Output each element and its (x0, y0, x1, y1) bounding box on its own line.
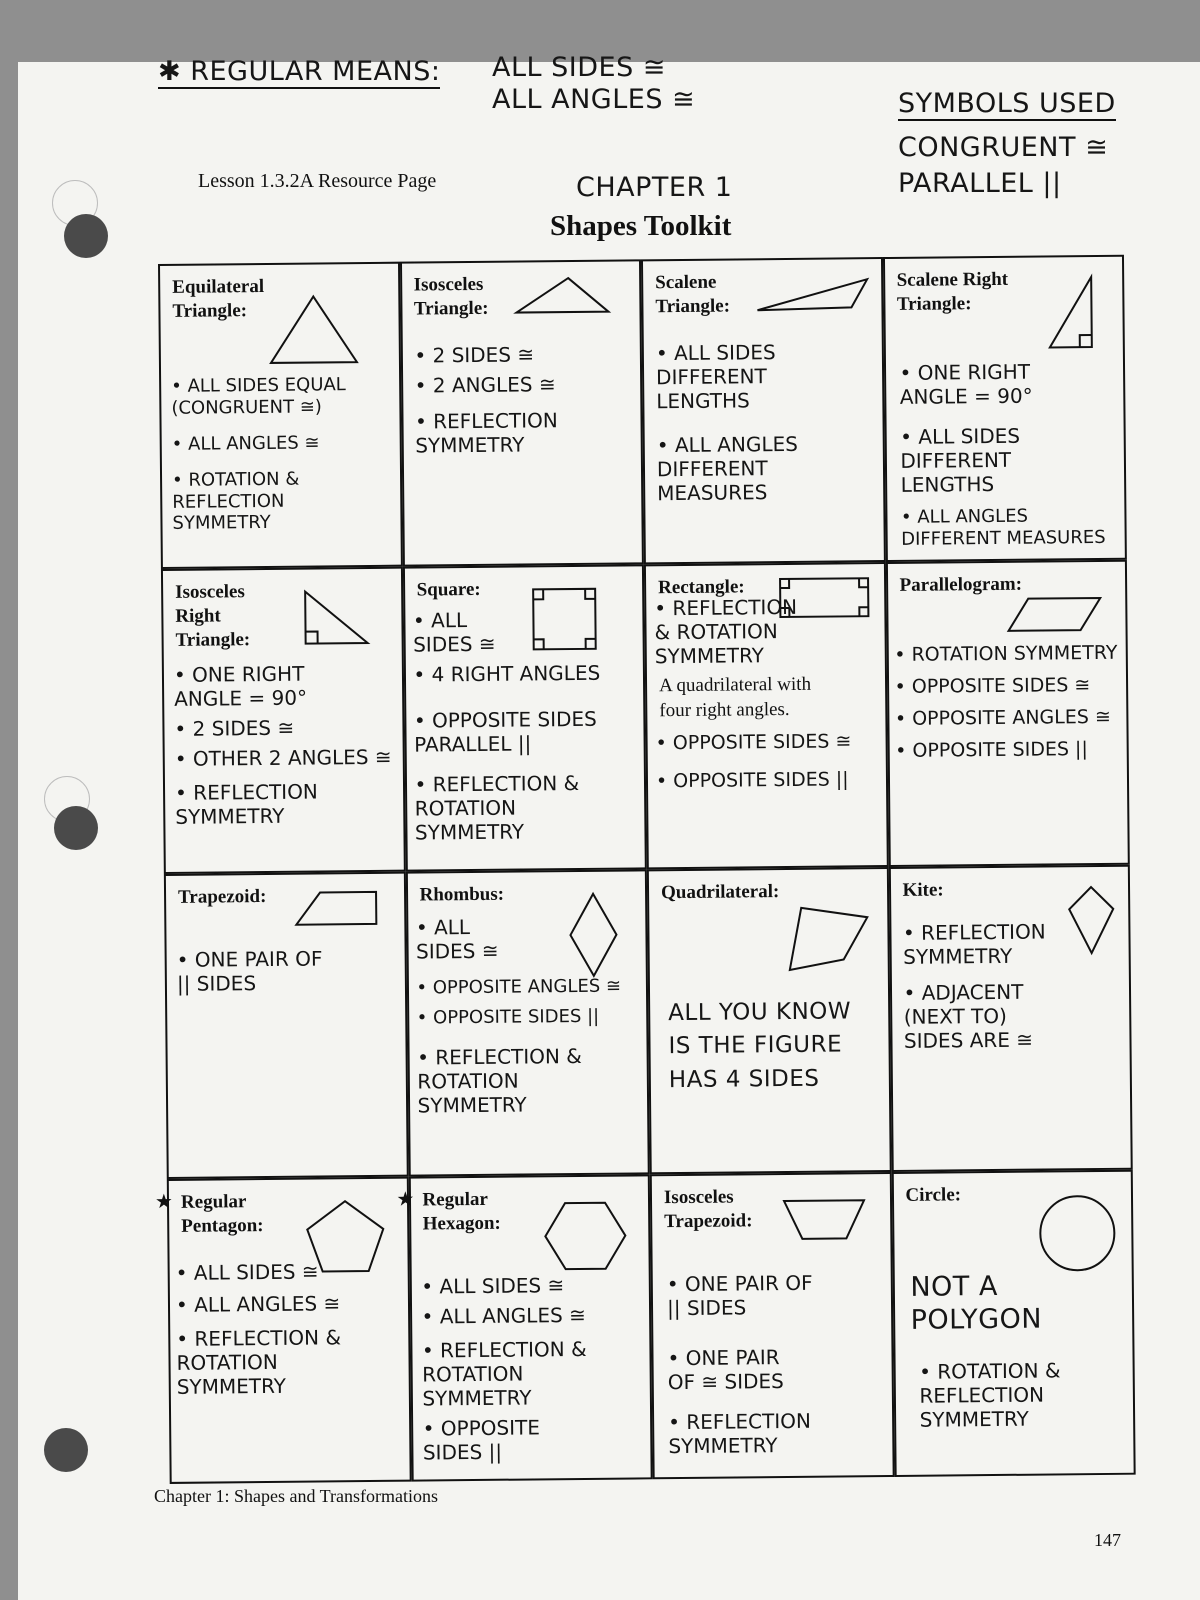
cell-rhombus (405, 869, 649, 1176)
note: • OPPOSITE SIDES || (895, 738, 1088, 763)
cell-title: Equilateral Triangle: (172, 275, 265, 322)
cell-title: Rectangle: (658, 576, 745, 599)
cell-trapezoid (164, 872, 408, 1179)
cell-isosceles-trapezoid (650, 1172, 894, 1479)
page-title: Shapes Toolkit (550, 210, 732, 242)
cell-title: Isosceles Trapezoid: (663, 1186, 753, 1232)
note: • OPPOSITE SIDES || (423, 1415, 541, 1464)
note: • OTHER 2 ANGLES ≅ (175, 745, 392, 771)
note: • ONE RIGHT ANGLE = 90° (899, 360, 1032, 409)
cell-title: Circle: (905, 1184, 962, 1206)
note: • ALL SIDES ≅ (413, 608, 496, 657)
binder-hole (44, 1428, 88, 1472)
square-icon (531, 587, 598, 652)
regular-note-sides: ALL SIDES ≅ (492, 52, 666, 83)
circle-icon (1037, 1194, 1116, 1273)
note: • OPPOSITE SIDES ≅ (656, 730, 852, 755)
note: • OPPOSITE SIDES || (656, 768, 849, 793)
cell-title: Trapezoid: (177, 885, 267, 908)
rectangle-definition: A quadrilateral with four right angles. (658, 673, 812, 721)
note: • ROTATION & REFLECTION SYMMETRY (919, 1358, 1061, 1431)
note: • ROTATION SYMMETRY (894, 642, 1117, 667)
cell-quadrilateral (647, 867, 891, 1174)
note: • ONE PAIR OF || SIDES (667, 1271, 813, 1320)
binder-hole (54, 806, 98, 850)
cell-title: Kite: (902, 879, 944, 901)
cell-scalene-right-triangle (882, 255, 1126, 562)
symbols-title: SYMBOLS USED (898, 88, 1116, 119)
isosceles-triangle-icon (514, 276, 610, 317)
cell-regular-pentagon (154, 1177, 411, 1484)
note: • ALL ANGLES ≅ (176, 1291, 340, 1317)
note: • ALL ANGLES ≅ (422, 1303, 586, 1329)
note: • ONE PAIR OF || SIDES (177, 946, 323, 995)
trapezoid-icon (294, 890, 378, 927)
note: • ALL SIDES DIFFERENT LENGTHS (900, 424, 1020, 497)
note: • 2 ANGLES ≅ (415, 372, 556, 397)
cell-parallelogram (885, 560, 1129, 867)
note: • ALL SIDES ≅ (176, 1260, 319, 1285)
note: • REFLECTION & ROTATION SYMMETRY (176, 1325, 341, 1399)
note: • OPPOSITE SIDES || (417, 1006, 600, 1029)
note: • ADJACENT (NEXT TO) SIDES ARE ≅ (903, 980, 1033, 1053)
note: • ALL SIDES EQUAL (CONGRUENT ≅) (171, 374, 346, 419)
hexagon-icon (543, 1201, 628, 1272)
note: • REFLECTION & ROTATION SYMMETRY (422, 1337, 587, 1411)
cell-title: Rhombus: (419, 883, 505, 906)
kite-icon (1067, 885, 1118, 955)
cell-scalene-triangle (641, 257, 885, 564)
note: • ALL ANGLES DIFFERENT MEASURES (901, 505, 1106, 550)
page-number: 147 (1094, 1530, 1121, 1550)
scalene-right-triangle-icon (1045, 275, 1096, 349)
cell-title: Regular Pentagon: (180, 1191, 264, 1237)
star-icon: ★ (396, 1188, 415, 1211)
cell-title: Quadrilateral: (660, 881, 780, 904)
note: • OPPOSITE ANGLES ≅ (416, 976, 621, 1000)
cell-title: Square: (416, 578, 481, 601)
note: • 2 SIDES ≅ (174, 716, 294, 741)
cell-title: Isosceles Right Triangle: (175, 581, 251, 651)
isosceles-right-triangle-icon (303, 589, 370, 646)
note: • REFLECTION & ROTATION SYMMETRY (654, 595, 797, 668)
shapes-toolkit-grid (154, 255, 1136, 1484)
note: • ALL SIDES DIFFERENT LENGTHS (656, 340, 776, 413)
note: • REFLECTION & ROTATION SYMMETRY (414, 771, 579, 845)
footer-chapter: Chapter 1: Shapes and Transformations (154, 1486, 438, 1506)
equilateral-triangle-icon (268, 294, 359, 365)
cell-title: Scalene Right Triangle: (896, 268, 1009, 315)
note: • ALL ANGLES DIFFERENT MEASURES (657, 432, 799, 505)
note: • OPPOSITE SIDES PARALLEL || (414, 707, 597, 757)
cell-regular-hexagon (396, 1174, 652, 1481)
note: • REFLECTION SYMMETRY (903, 920, 1046, 969)
cell-title: Regular Hexagon: (422, 1188, 501, 1235)
note: • ROTATION & REFLECTION SYMMETRY (172, 469, 300, 535)
note: • REFLECTION SYMMETRY (415, 408, 558, 457)
isosceles-trapezoid-icon (782, 1198, 866, 1241)
rhombus-icon (568, 892, 619, 978)
circle-note: NOT A POLYGON (910, 1270, 1043, 1336)
note: • 4 RIGHT ANGLES (413, 661, 600, 687)
note: • ALL SIDES ≅ (421, 1273, 564, 1298)
chapter-note: CHAPTER 1 (576, 172, 733, 203)
parallelogram-icon (1006, 596, 1102, 633)
quadrilateral-icon (787, 901, 874, 972)
cell-title: Scalene Triangle: (655, 271, 731, 317)
note: • ALL ANGLES ≅ (172, 432, 320, 455)
regular-note-angles: ALL ANGLES ≅ (492, 84, 696, 115)
note: • ONE PAIR OF ≅ SIDES (667, 1345, 784, 1394)
note: • ALL SIDES ≅ (416, 915, 499, 964)
cell-equilateral-triangle (158, 262, 402, 569)
binder-hole (64, 214, 108, 258)
cell-square (402, 564, 646, 871)
note: • OPPOSITE SIDES ≅ (894, 674, 1090, 699)
scalene-triangle-icon (755, 277, 871, 312)
note: • OPPOSITE ANGLES ≅ (895, 706, 1111, 731)
cell-kite (888, 865, 1132, 1172)
cell-isosceles-right-triangle (161, 567, 405, 874)
note: • 2 SIDES ≅ (414, 342, 534, 367)
cell-isosceles-triangle (399, 259, 643, 566)
cell-circle (891, 1170, 1135, 1477)
note: • REFLECTION SYMMETRY (668, 1409, 811, 1458)
quadrilateral-note: ALL YOU KNOW IS THE FIGURE HAS 4 SIDES (668, 998, 852, 1093)
note: • REFLECTION SYMMETRY (175, 779, 318, 828)
regular-note-lead: ✱ REGULAR MEANS: (158, 56, 441, 87)
symbols-congruent: CONGRUENT ≅ (898, 132, 1109, 163)
lesson-label: Lesson 1.3.2A Resource Page (198, 170, 437, 192)
cell-title: Parallelogram: (899, 573, 1023, 596)
symbols-parallel: PARALLEL || (898, 168, 1062, 199)
cell-title: Isosceles Triangle: (413, 273, 489, 320)
star-icon: ★ (154, 1190, 174, 1214)
note: • REFLECTION & ROTATION SYMMETRY (417, 1044, 582, 1118)
note: • ONE RIGHT ANGLE = 90° (174, 662, 307, 711)
cell-rectangle (644, 562, 888, 869)
